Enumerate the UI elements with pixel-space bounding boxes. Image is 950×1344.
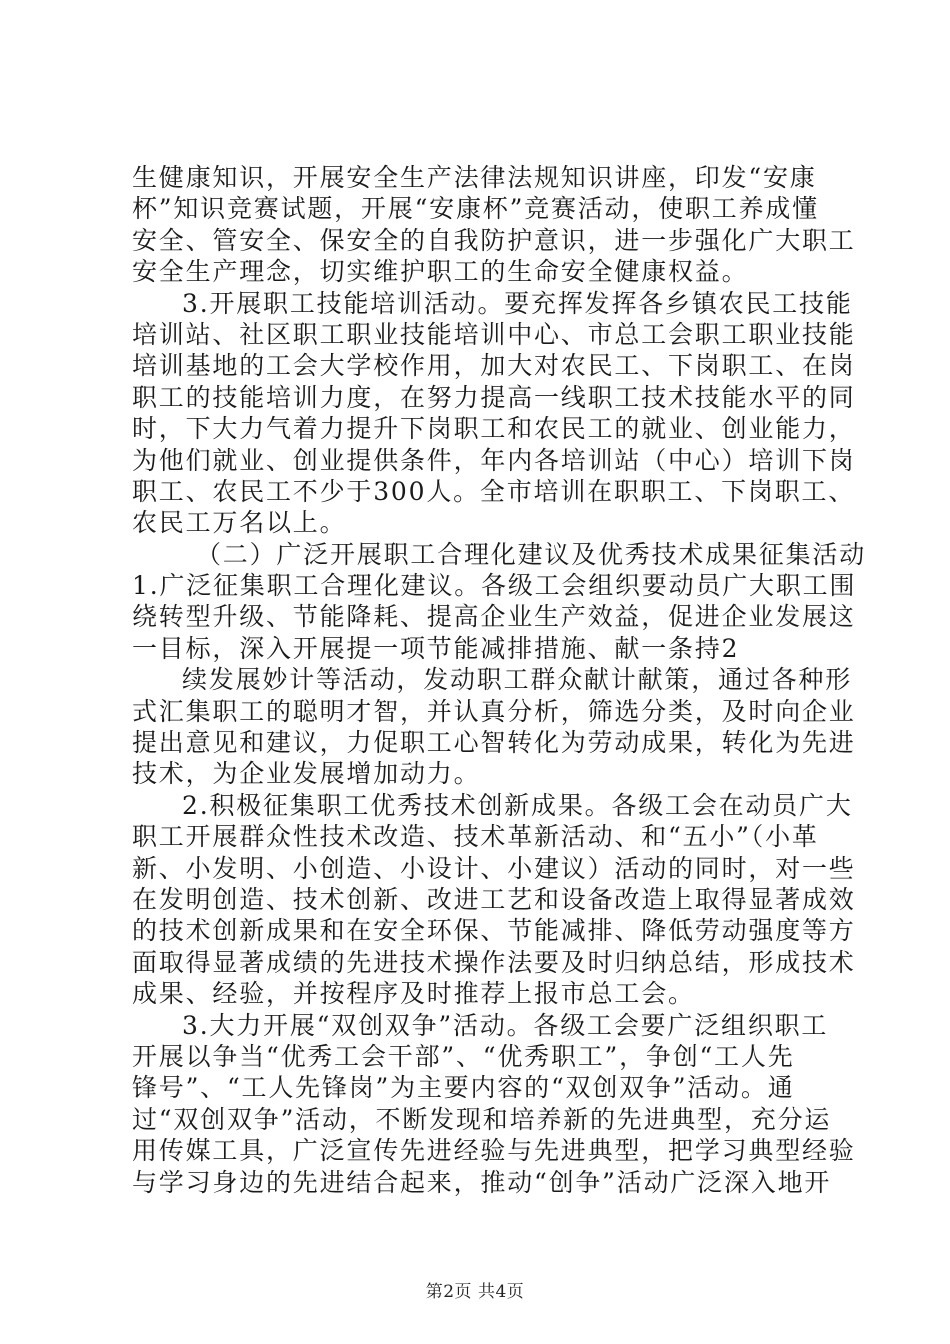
text-line: 时，下大力气着力提升下岗职工和农民工的就业、创业能力， [132,414,856,444]
text-line: 技术，为企业发展增加动力。 [132,759,481,789]
text-line: 绕转型升级、节能降耗、提高企业生产效益，促进企业发展这 [132,602,856,632]
text-line: 成果、经验，并按程序及时推荐上报市总工会。 [132,979,695,1009]
text-line: 安全生产理念，切实维护职工的生命安全健康权益。 [132,257,749,287]
text-line: 农民工万名以上。 [132,508,347,538]
section-heading: （二）广泛开展职工合理化建议及优秀技术成果征集活动 [196,539,867,569]
text-line: 与学习身边的先进结合起来，推动“创争”活动广泛深入地开 [132,1167,832,1197]
text-line: 用传媒工具，广泛宣传先进经验与先进典型，把学习典型经验 [132,1136,856,1166]
text-line: 职工开展群众性技术改造、技术革新活动、和“五小”（小革 [132,822,819,852]
text-line: 过“双创双争”活动，不断发现和培养新的先进典型，充分运 [132,1104,832,1134]
text-line: 的技术创新成果和在安全环保、节能减排、降低劳动强度等方 [132,916,856,946]
paragraph-start: 2.积极征集职工优秀技术创新成果。各级工会在动员广大 [182,790,853,820]
text-line: 在发明创造、技术创新、改进工艺和设备改造上取得显著成效 [132,884,856,914]
text-line: 开展以争当“优秀工会干部”、“优秀职工”，争创“工人先 [132,1041,795,1071]
text-line: 为他们就业、创业提供条件，年内各培训站（中心）培训下岗 [132,445,856,475]
text-line: 式汇集职工的聪明才智，并认真分析，筛选分类，及时向企业 [132,696,856,726]
text-line: 安全、管安全、保安全的自我防护意识，进一步强化广大职工 [132,225,856,255]
paragraph-start: 3.大力开展“双创双争”活动。各级工会要广泛组织职工 [182,1010,829,1040]
text-line: 培训站、社区职工职业技能培训中心、市总工会职工职业技能 [132,319,856,349]
text-line: 续发展妙计等活动，发动职工群众献计献策，通过各种形 [182,665,853,695]
text-line: 提出意见和建议，力促职工心智转化为劳动成果，转化为先进 [132,728,856,758]
paragraph-start: 1.广泛征集职工合理化建议。各级工会组织要动员广大职工围 [132,571,857,601]
paragraph-start: 3.开展职工技能培训活动。要充挥发挥各乡镇农民工技能 [182,288,853,318]
text-line: 一目标，深入开展提一项节能减排措施、献一条持2 [132,633,740,663]
text-line: 锋号”、“工人先锋岗”为主要内容的“双创双争”活动。通 [132,1073,795,1103]
text-line: 培训基地的工会大学校作用，加大对农民工、下岗职工、在岗 [132,351,856,381]
document-body [132,162,867,1198]
text-line: 职工的技能培训力度，在努力提高一线职工技术技能水平的同 [132,382,856,412]
text-line: 面取得显著成绩的先进技术操作法要及时归纳总结，形成技术 [132,947,856,977]
page-footer: 第2页 共4页 [425,1282,525,1302]
text-line: 新、小发明、小创造、小设计、小建议）活动的同时，对一些 [132,853,856,883]
text-line: 职工、农民工不少于300人。全市培训在职职工、下岗职工、 [132,476,856,506]
text-line: 生健康知识，开展安全生产法律法规知识讲座，印发“安康 [132,163,817,192]
text-line: 杯”知识竞赛试题，开展“安康杯”竞赛活动，使职工养成懂 [132,194,819,224]
